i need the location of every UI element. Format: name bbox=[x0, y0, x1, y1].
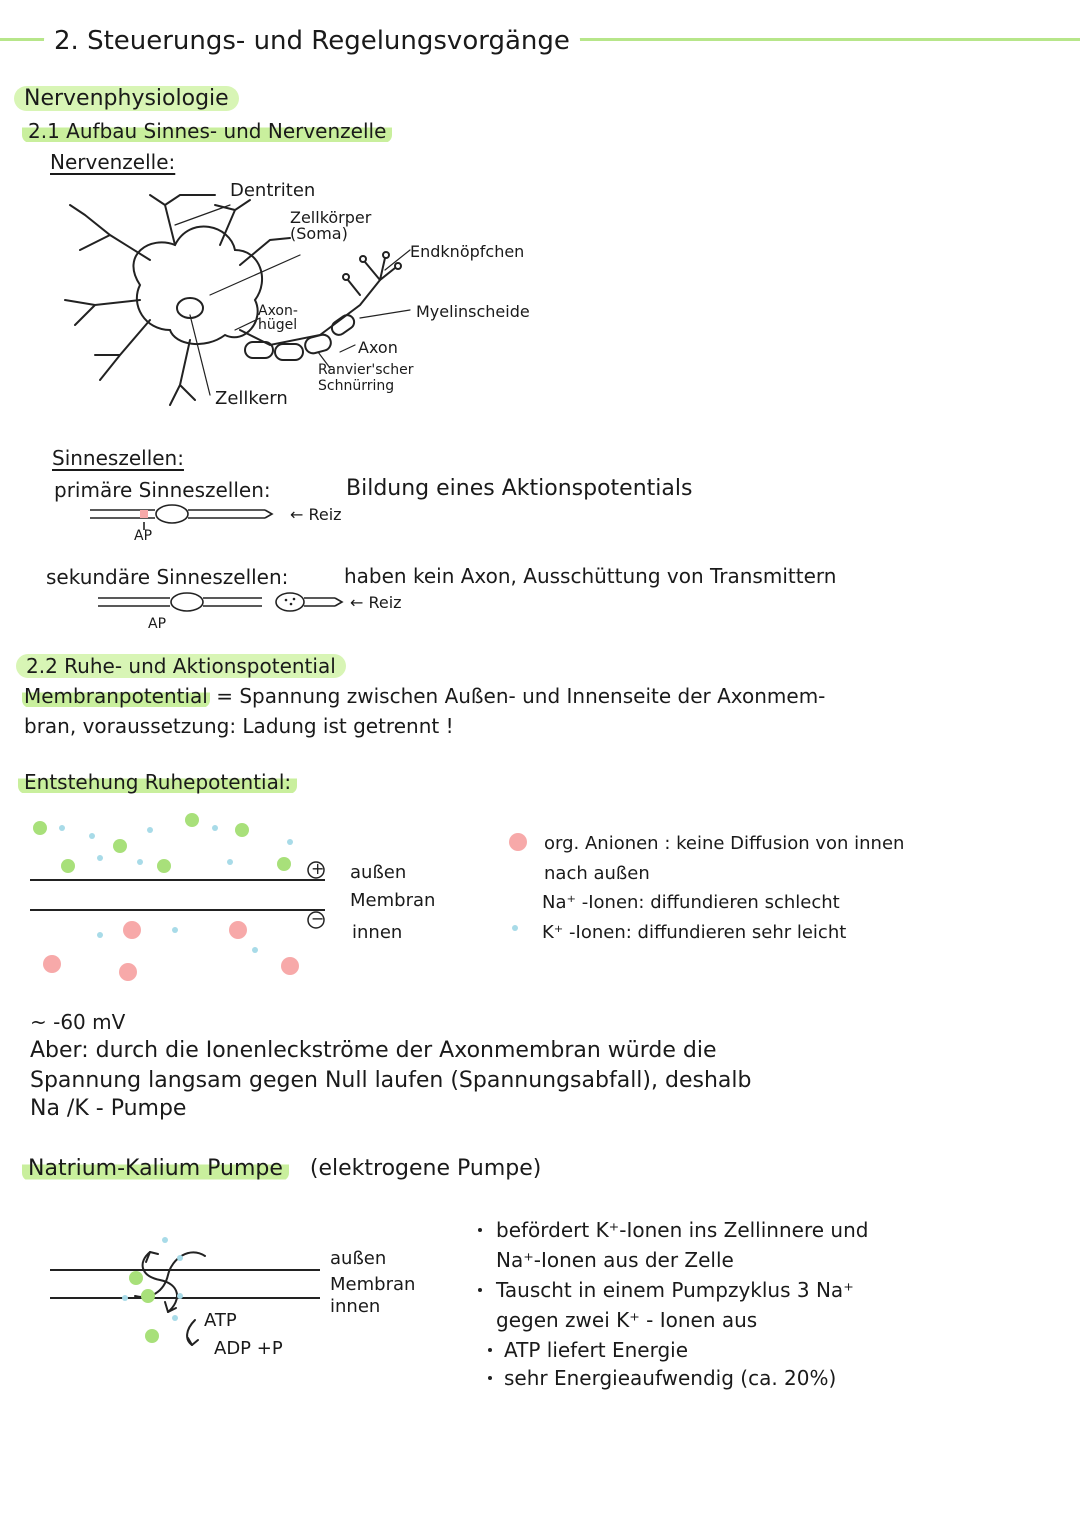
sensory-heading: Sinneszellen: bbox=[52, 446, 184, 470]
pump-label-adp: ADP +P bbox=[214, 1338, 283, 1359]
primary-reiz: ← Reiz bbox=[290, 505, 342, 524]
potential-heading: 2.2 Ruhe- und Aktionspotential bbox=[16, 654, 346, 678]
topic-heading: Nervenphysiologie bbox=[14, 86, 239, 111]
legend-na: Na⁺ -Ionen: diffundieren schlecht bbox=[542, 892, 840, 913]
legend-anions-2: nach außen bbox=[544, 863, 650, 884]
secondary-reiz: ← Reiz bbox=[350, 593, 402, 612]
membrane-term: Membranpotential bbox=[24, 684, 208, 708]
label-myelin: Myelinscheide bbox=[416, 302, 530, 321]
pump-bullet-2: Tauscht in einem Pumpzyklus 3 Na⁺ bbox=[496, 1278, 854, 1302]
legend-anions: org. Anionen : keine Diffusion von innen bbox=[544, 833, 905, 854]
pump-bullet-4: sehr Energieaufwendig (ca. 20%) bbox=[504, 1366, 837, 1390]
label-axon-hillock-line2: hügel bbox=[258, 317, 298, 333]
label-soma-line1: Zellkörper bbox=[290, 208, 372, 227]
label-axon: Axon bbox=[358, 338, 398, 357]
label-terminals: Endknöpfchen bbox=[410, 242, 525, 261]
pump-label-outside: außen bbox=[330, 1248, 387, 1269]
minus-sign: − bbox=[311, 909, 325, 928]
pump-label-atp: ATP bbox=[204, 1310, 237, 1331]
primary-text: Bildung eines Aktionspotentials bbox=[346, 476, 693, 501]
pump-bullet-1b: Na⁺-Ionen aus der Zelle bbox=[496, 1248, 734, 1272]
label-dendrites: Dentriten bbox=[230, 180, 316, 201]
pump-bullet-2b: gegen zwei K⁺ - Ionen aus bbox=[496, 1308, 758, 1332]
nerve-cell-heading: Nervenzelle: bbox=[50, 150, 176, 174]
label-axon-hillock-line1: Axon- bbox=[258, 303, 298, 319]
label-ranvier-line1: Ranvier'scher bbox=[318, 362, 414, 378]
pump-label-membrane: Membran bbox=[330, 1274, 416, 1295]
secondary-ap: AP bbox=[148, 616, 167, 632]
pump-heading-note: (elektrogene Pumpe) bbox=[309, 1156, 542, 1181]
pump-bullet-3: ATP liefert Energie bbox=[504, 1338, 688, 1362]
plus-sign: + bbox=[311, 859, 325, 878]
but-line3: Na /K - Pumpe bbox=[30, 1096, 187, 1121]
membrane-def-1: = Spannung zwischen Außen- und Innenseite der Axonmem- bbox=[216, 684, 826, 708]
primary-label: primäre Sinneszellen: bbox=[54, 478, 271, 502]
secondary-label: sekundäre Sinneszellen: bbox=[46, 565, 289, 589]
pump-bullet-1: befördert K⁺-Ionen ins Zellinnere und bbox=[496, 1218, 869, 1242]
pump-heading: Natrium-Kalium Pumpe bbox=[22, 1156, 289, 1181]
legend-k: K⁺ -Ionen: diffundieren sehr leicht bbox=[542, 922, 847, 943]
membrane-definition-line2: bran, voraussetzung: Ladung ist getrennt ! bbox=[24, 714, 454, 738]
resting-label-membrane: Membran bbox=[350, 890, 436, 911]
but-line2: Spannung langsam gegen Null laufen (Spannungsabfall), deshalb bbox=[30, 1068, 752, 1093]
section-title: 2. Steuerungs- und Regelungsvorgänge bbox=[44, 26, 580, 56]
but-line1: Aber: durch die Ionenleckströme der Axonmembran würde die bbox=[30, 1038, 717, 1063]
secondary-text: haben kein Axon, Ausschüttung von Transmittern bbox=[344, 564, 837, 588]
resting-label-outside: außen bbox=[350, 862, 407, 883]
label-ranvier-line2: Schnürring bbox=[318, 378, 395, 394]
resting-voltage: ~ -60 mV bbox=[30, 1010, 126, 1034]
sub-heading-structure: 2.1 Aufbau Sinnes- und Nervenzelle bbox=[22, 119, 392, 143]
resting-label-inside: innen bbox=[352, 922, 403, 943]
pump-label-inside: innen bbox=[330, 1296, 381, 1317]
label-nucleus: Zellkern bbox=[215, 388, 288, 409]
resting-heading: Entstehung Ruhepotential: bbox=[18, 770, 297, 794]
primary-ap: AP bbox=[134, 528, 153, 544]
label-soma-line2: (Soma) bbox=[290, 224, 348, 243]
